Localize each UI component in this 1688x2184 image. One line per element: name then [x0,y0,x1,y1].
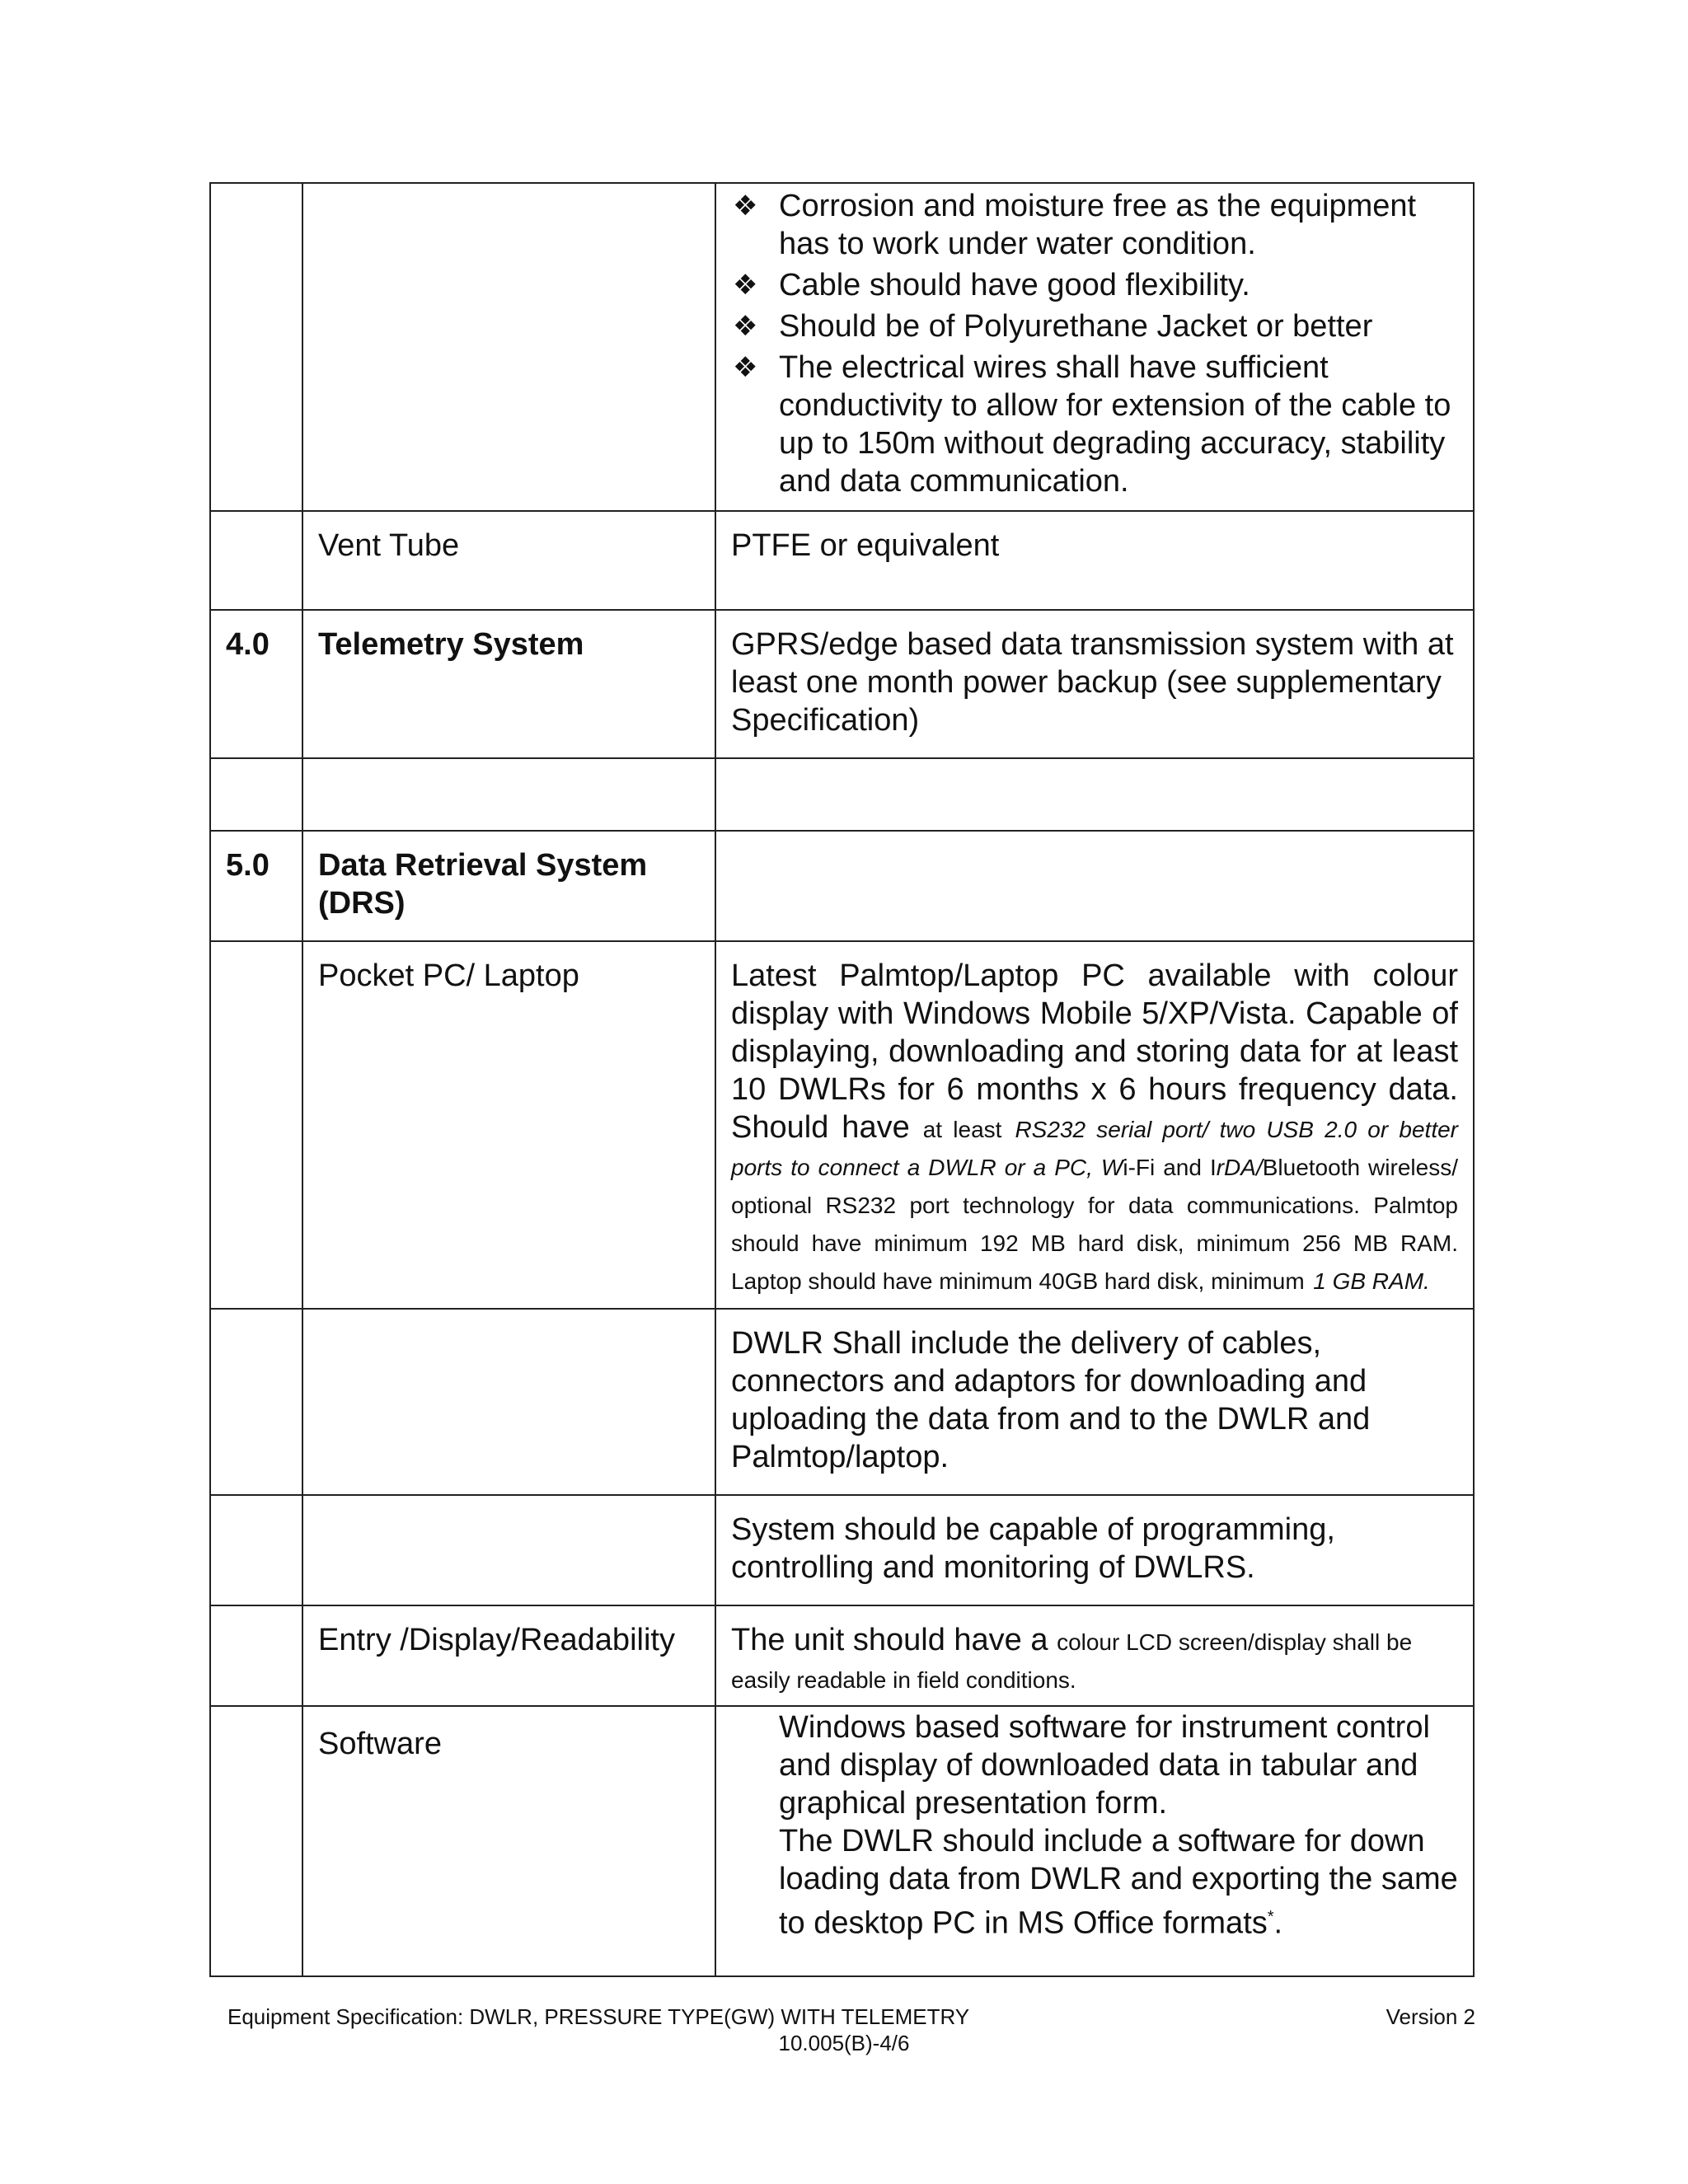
list-item: ❖ Should be of Polyurethane Jacket or better [733,309,1373,344]
item-cell [302,831,715,941]
table-row [210,831,1474,941]
table-row [210,183,1474,511]
number-cell [210,1706,302,1976]
table-row [210,1495,1474,1605]
table-row [210,1605,1474,1706]
number-cell [210,1495,302,1605]
footer-page-number: 10.005(B)-4/6 [778,2031,910,2055]
list-item: ❖ The electrical wires shall have sufficient conductivity to allow for extension of the cable to up to 150m without degrading accuracy, stability and data communication. [733,350,1451,499]
footer-title: Equipment Specification: DWLR, PRESSURE TYPE(GW) WITH TELEMETRY [227,2004,970,2029]
footer-version: Version 2 [1386,2004,1475,2029]
spec-cell [715,758,1474,831]
diamond-bullet-icon: ❖ [733,311,758,342]
number-cell [210,1605,302,1706]
spec-text: The unit should have a colour LCD screen/display shall be easily readable in field conditions. [731,1623,1413,1693]
diamond-bullet-icon: ❖ [733,352,758,383]
section-number: 5.0 [226,848,270,883]
item-cell [302,758,715,831]
table-row [210,1706,1474,1976]
spec-cell [715,183,1474,511]
item-cell [302,1605,715,1706]
table-row [210,511,1474,610]
cable-bullet-list [731,187,1458,500]
spec-text: GPRS/edge based data transmission system with at least one month power backup (see supplementary Specification) [731,627,1454,738]
table-row [210,610,1474,758]
table-row [210,1309,1474,1495]
table-row [210,941,1474,1309]
software-line: Windows based software for instrument control and display of downloaded data in tabular and graphical presentation form. [779,1710,1430,1821]
spec-cell [715,610,1474,758]
item-label: Pocket PC/ Laptop [318,958,579,993]
number-cell [210,831,302,941]
list-item: ❖ Cable should have good flexibility. [733,268,1250,302]
table-row [210,758,1474,831]
spec-cell [715,941,1474,1309]
item-cell [302,183,715,511]
item-cell [302,610,715,758]
list-item: ❖ Corrosion and moisture free as the equipment has to work under water condition. [733,189,1417,261]
item-cell [302,1495,715,1605]
item-cell [302,1706,715,1976]
section-number: 4.0 [226,627,270,662]
number-cell [210,1309,302,1495]
spec-text: Latest Palmtop/Laptop PC available with colour display with Windows Mobile 5/XP/Vista. Capable of displaying, downloading and storing data for at least 10 DWLRs for 6 months x 6 hours frequency data. Should have at least RS232 serial port/ two USB 2.0 or better ports to connect a DWLR or a PC, Wi-Fi and IrDA/Bluetooth wireless/ optional RS232 port technology for data communications. Palmtop should have minimum 192 MB hard disk, minimum 256 MB RAM. Laptop should have minimum 40GB hard disk, minimum 1 GB RAM. [731,958,1459,1294]
item-label: Entry /Display/Readability [318,1623,675,1657]
spec-cell [715,1706,1474,1976]
spec-text [716,1707,1473,1949]
diamond-bullet-icon: ❖ [733,190,758,222]
section-title: Telemetry System [318,627,584,662]
spec-cell [715,1495,1474,1605]
item-cell [302,511,715,610]
item-label: Software [318,1727,442,1761]
spec-cell [715,1605,1474,1706]
number-cell [210,758,302,831]
spec-cell [715,831,1474,941]
spec-text: DWLR Shall include the delivery of cables, connectors and adaptors for downloading and uploading the data from and to the DWLR and Palmtop/laptop. [731,1326,1371,1474]
diamond-bullet-icon: ❖ [733,269,758,301]
spec-text: System should be capable of programming, controlling and monitoring of DWLRS. [731,1512,1335,1585]
item-cell [302,1309,715,1495]
number-cell [210,511,302,610]
number-cell [210,610,302,758]
section-title: Data Retrieval System (DRS) [318,848,648,921]
item-label: Vent Tube [318,528,460,563]
item-cell [302,941,715,1309]
spec-cell [715,511,1474,610]
spec-text: PTFE or equivalent [731,528,1000,563]
number-cell [210,941,302,1309]
spec-cell [715,1309,1474,1495]
specification-table [209,182,1475,1977]
number-cell [210,183,302,511]
software-line: The DWLR should include a software for down loading data from DWLR and exporting the same to desktop PC in MS Office formats*. [779,1824,1458,1941]
